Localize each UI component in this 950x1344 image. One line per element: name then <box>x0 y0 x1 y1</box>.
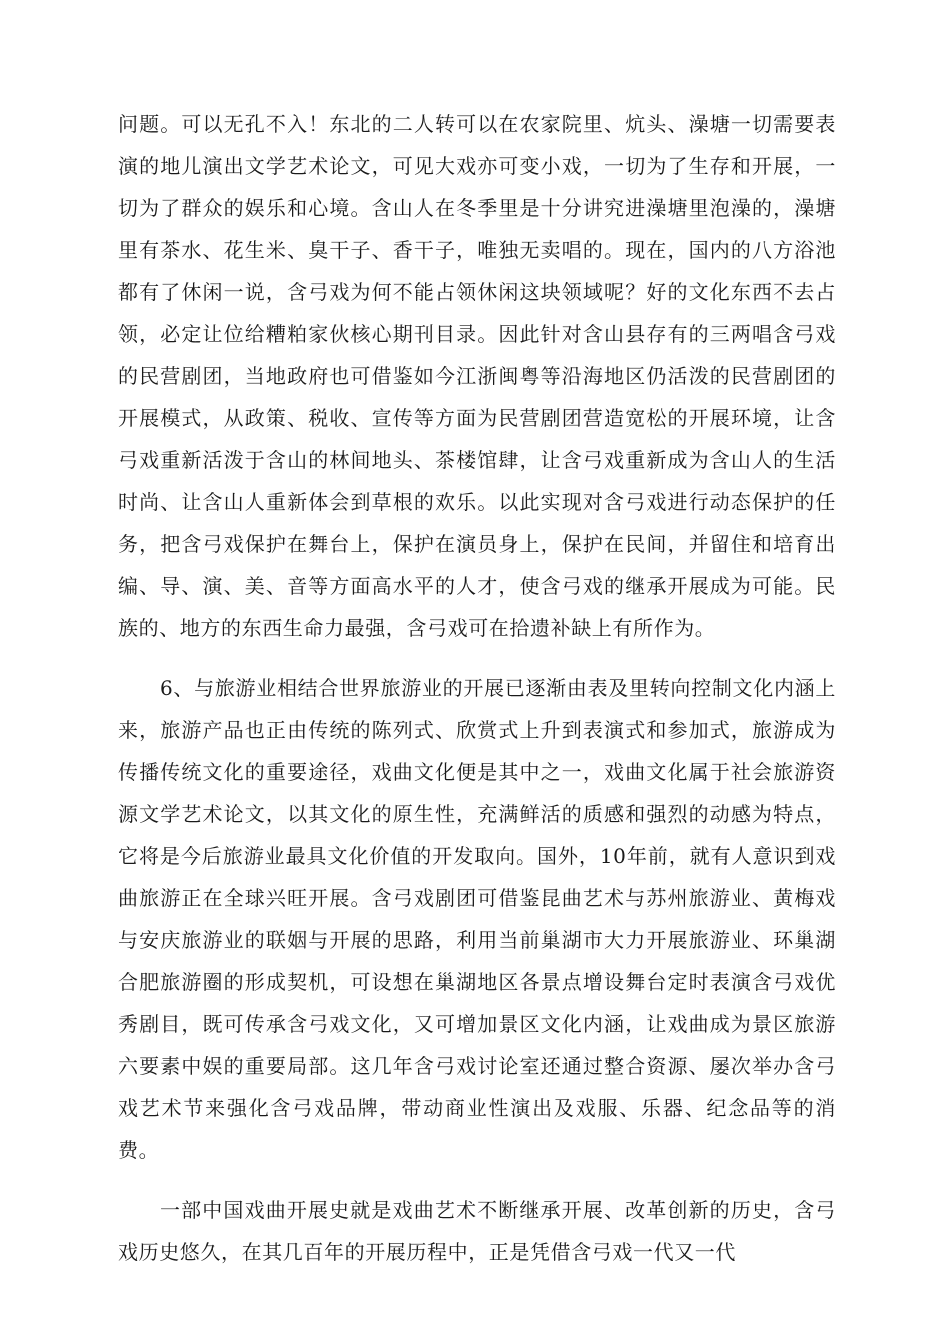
paragraph-history: 一部中国戏曲开展史就是戏曲艺术不断继承开展、改革创新的历史，含弓戏历史悠久，在其几百年的开展历程中，正是凭借含弓戏一代又一代 <box>118 1198 836 1264</box>
paragraph-tourism: 6、与旅游业相结合世界旅游业的开展已逐渐由表及里转向控制文化内涵上来，旅游产品也正由传统的陈列式、欣赏式上升到表演式和参加式，旅游成为传播传统文化的重要途径，戏曲文化便是其中之一，戏曲文化属于社会旅游资源文学艺术论文，以其文化的原生性，充满鲜活的质感和强烈的动感为特点，它将是今后旅游业最具文化价值的开发取向。国外，10年前，就有人意识到戏曲旅游正在全球兴旺开展。含弓戏剧团可借鉴昆曲艺术与苏州旅游业、黄梅戏与安庆旅游业的联姻与开展的思路，利用当前巢湖市大力开展旅游业、环巢湖合肥旅游圈的形成契机，可设想在巢湖地区各景点增设舞台定时表演含弓戏优秀剧目，既可传承含弓戏文化，又可增加景区文化内涵，让戏曲成为景区旅游六要素中娱的重要局部。这几年含弓戏讨论室还通过整合资源、屡次举办含弓戏艺术节来强化含弓戏品牌，带动商业性演出及戏服、乐器、纪念品等的消费。 <box>118 676 836 1162</box>
paragraph-continued: 问题。可以无孔不入！东北的二人转可以在农家院里、炕头、澡塘一切需要表演的地儿演出文学艺术论文，可见大戏亦可变小戏，一切为了生存和开展，一切为了群众的娱乐和心境。含山人在冬季里是十分讲究进澡塘里泡澡的，澡塘里有茶水、花生米、臭干子、香干子，唯独无卖唱的。现在，国内的八方浴池都有了休闲一说，含弓戏为何不能占领休闲这块领域呢？好的文化东西不去占领，必定让位给糟粕家伙核心期刊目录。因此针对含山县存有的三两唱含弓戏的民营剧团，当地政府也可借鉴如今江浙闽粤等沿海地区仍活泼的民营剧团的开展模式，从政策、税收、宣传等方面为民营剧团营造宽松的开展环境，让含弓戏重新活泼于含山的林间地头、茶楼馆肆，让含弓戏重新成为含山人的生活时尚、让含山人重新体会到草根的欢乐。以此实现对含弓戏进行动态保护的任务，把含弓戏保护在舞台上，保护在演员身上，保护在民间，并留住和培育出编、导、演、美、音等方面高水平的人才，使含弓戏的继承开展成为可能。民族的、地方的东西生命力最强，含弓戏可在拾遗补缺上有所作为。 <box>118 112 836 640</box>
document-page <box>118 103 836 1273</box>
